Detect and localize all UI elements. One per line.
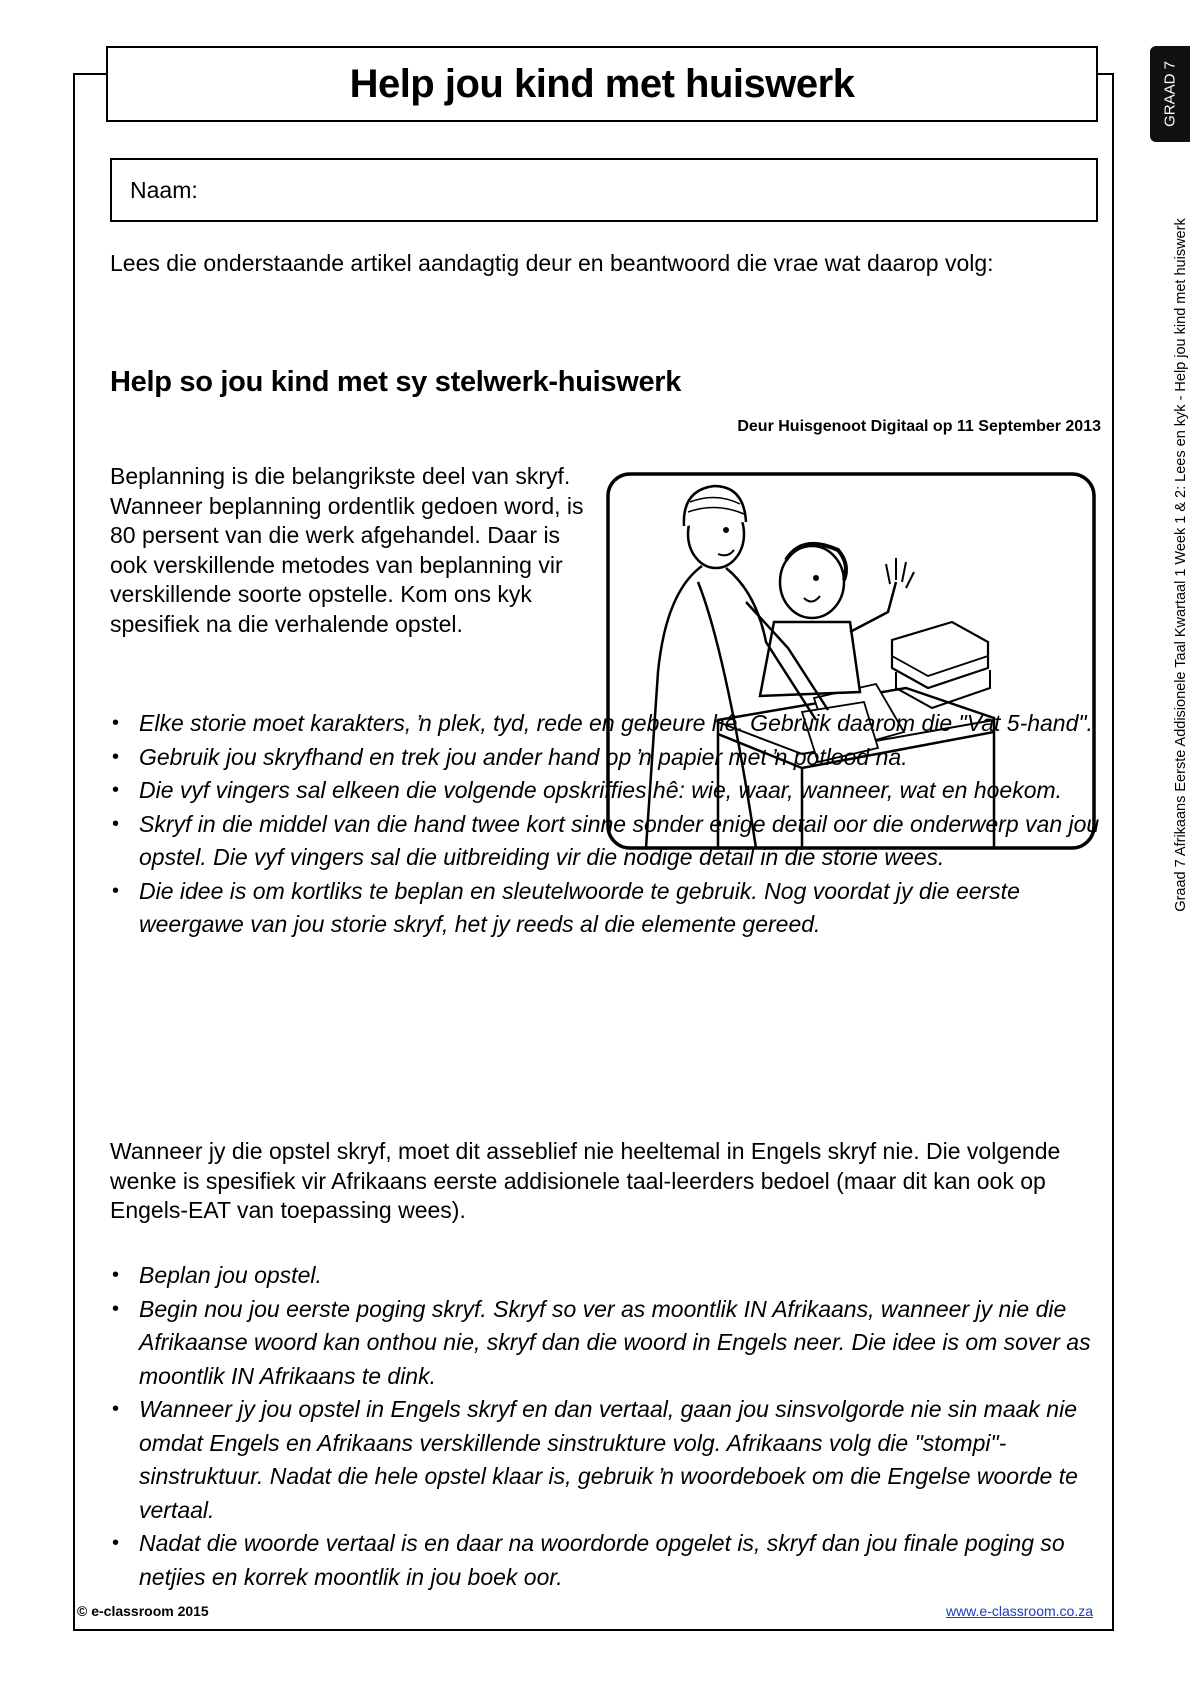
page-title [106, 46, 1098, 122]
name-label: Naam: [130, 176, 198, 203]
intro-instruction: Lees die onderstaande artikel aandagtig deur en beantwoord die vrae wat daarop volg: [110, 250, 994, 276]
article-heading: Help so jou kind met sy stelwerk-huiswerk [110, 366, 682, 398]
list-item: • Wanneer jy jou opstel in Engels skryf en dan vertaal, gaan jou sinsvolgorde nie sin maak nie omdat Engels en Afrikaans verskillende sinstrukture volg. Afrikaans volg die "stompi"-sinstruktuur. Nadat die hele opstel klaar is, gebruik ŉ woordeboek om die Engelse woorde te vertaal. [110, 1393, 1100, 1527]
list-item: • Nadat die woorde vertaal is en daar na woordorde opgelet is, skryf dan jou finale poging so netjies en korrek moontlik in jou boek oor. [110, 1527, 1100, 1594]
grade-tab-label: GRAAD 7 [1161, 61, 1179, 127]
list-item: • Skryf in die middel van die hand twee kort sinne sonder enige detail oor die onderwerp van jou opstel. Die vyf vingers sal die uitbreiding vir die nodige detail in die storie wees. [110, 808, 1100, 875]
article-paragraph-1: Beplanning is die belangrikste deel van skryf. Wanneer beplanning ordentlik gedoen word, is 80 persent van die werk afgehandel. Daar is ook verskillende metodes van beplanning vir verskillende soorte opstelle. Kom ons kyk spesifiek na die verhalende opstel. [110, 463, 584, 637]
article-byline: Deur Huisgenoot Digitaal op 11 September 2013 [737, 418, 1101, 435]
grade-tab [1150, 46, 1190, 142]
website-link[interactable]: www.e-classroom.co.za [945, 1603, 1093, 1619]
list-item: • Begin nou jou eerste poging skryf. Skryf so ver as moontlik IN Afrikaans, wanneer jy nie die Afrikaanse woord kan onthou nie, skryf dan die woord in Engels neer. Die idee is om sover as moontlik IN Afrikaans te dink. [110, 1293, 1100, 1394]
tips-list-writing [110, 1259, 1100, 1594]
list-item: • Elke storie moet karakters, ŉ plek, tyd, rede en gebeure hê. Gebruik daarom die "Vat 5-hand". [110, 707, 1100, 741]
tips-list-planning [110, 707, 1100, 942]
side-caption-text: Graad 7 Afrikaans Eerste Addisionele Taal Kwartaal 1 Week 1 & 2: Lees en kyk - Help jou kind met huiswerk [1173, 218, 1189, 912]
side-caption [1171, 165, 1191, 965]
page-title-text: Help jou kind met huiswerk [349, 61, 855, 106]
list-item: • Beplan jou opstel. [110, 1259, 1100, 1293]
article-paragraph-2: Wanneer jy die opstel skryf, moet dit asseblief nie heeltemal in Engels skryf nie. Die volgende wenke is spesifiek vir Afrikaans eerste addisionele taal-leerders bedoel (maar dit kan ook op Engels-EAT van toepassing wees). [110, 1138, 1061, 1223]
copyright-notice: © e-classroom 2015 [77, 1603, 209, 1619]
list-item: • Die vyf vingers sal elkeen die volgende opskriffies hê: wie, waar, wanneer, wat en hoekom. [110, 774, 1100, 808]
list-item: • Die idee is om kortliks te beplan en sleutelwoorde te gebruik. Nog voordat jy die eerste weergawe van jou storie skryf, het jy reeds al die elemente gereed. [110, 875, 1100, 942]
name-field-box[interactable] [110, 158, 1098, 222]
list-item: • Gebruik jou skryfhand en trek jou ander hand op ŉ papier met ŉ potlood na. [110, 741, 1100, 775]
